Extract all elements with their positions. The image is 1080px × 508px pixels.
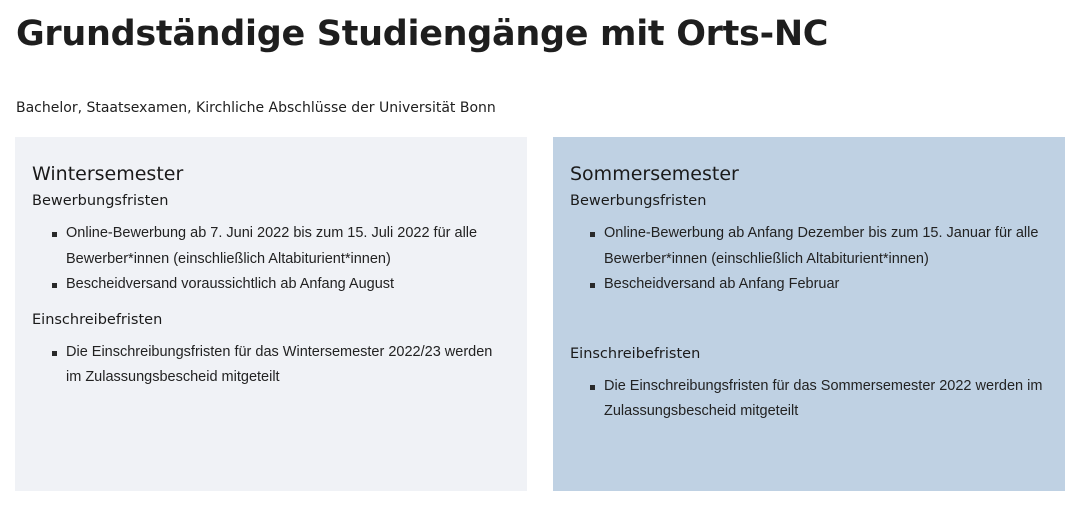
winter-deadlines-list xyxy=(32,221,510,298)
winter-enrollment-heading: Einschreibefristen xyxy=(32,311,163,328)
summer-deadlines-list xyxy=(570,221,1048,298)
summer-enrollment-heading: Einschreibefristen xyxy=(570,345,701,362)
winter-heading: Wintersemester xyxy=(32,163,184,185)
list-item: Bescheidversand ab Anfang Februar xyxy=(604,272,1048,298)
winter-semester-card xyxy=(15,137,527,491)
list-item: Bescheidversand voraussichtlich ab Anfang August xyxy=(66,272,510,298)
list-item: Die Einschreibungsfristen für das Wintersemester 2022/23 werden im Zulassungsbescheid mitgeteilt xyxy=(66,340,510,391)
list-item: Online-Bewerbung ab 7. Juni 2022 bis zum 15. Juli 2022 für alle Bewerber*innen (einschließlich Altabiturient*innen) xyxy=(66,221,510,272)
winter-deadlines-heading: Bewerbungsfristen xyxy=(32,193,169,209)
list-item: Die Einschreibungsfristen für das Sommersemester 2022 werden im Zulassungsbescheid mitgeteilt xyxy=(604,374,1048,425)
page-subtitle: Bachelor, Staatsexamen, Kirchliche Abschlüsse der Universität Bonn xyxy=(16,100,496,116)
summer-semester-card xyxy=(553,137,1065,491)
winter-enrollment-list xyxy=(32,340,510,391)
page-title: Grundständige Studiengänge mit Orts-NC xyxy=(16,14,829,54)
summer-deadlines-heading: Bewerbungsfristen xyxy=(570,193,707,209)
summer-heading: Sommersemester xyxy=(570,163,739,185)
list-item: Online-Bewerbung ab Anfang Dezember bis zum 15. Januar für alle Bewerber*innen (einschließlich Altabiturient*innen) xyxy=(604,221,1048,272)
summer-enrollment-list xyxy=(570,374,1048,425)
